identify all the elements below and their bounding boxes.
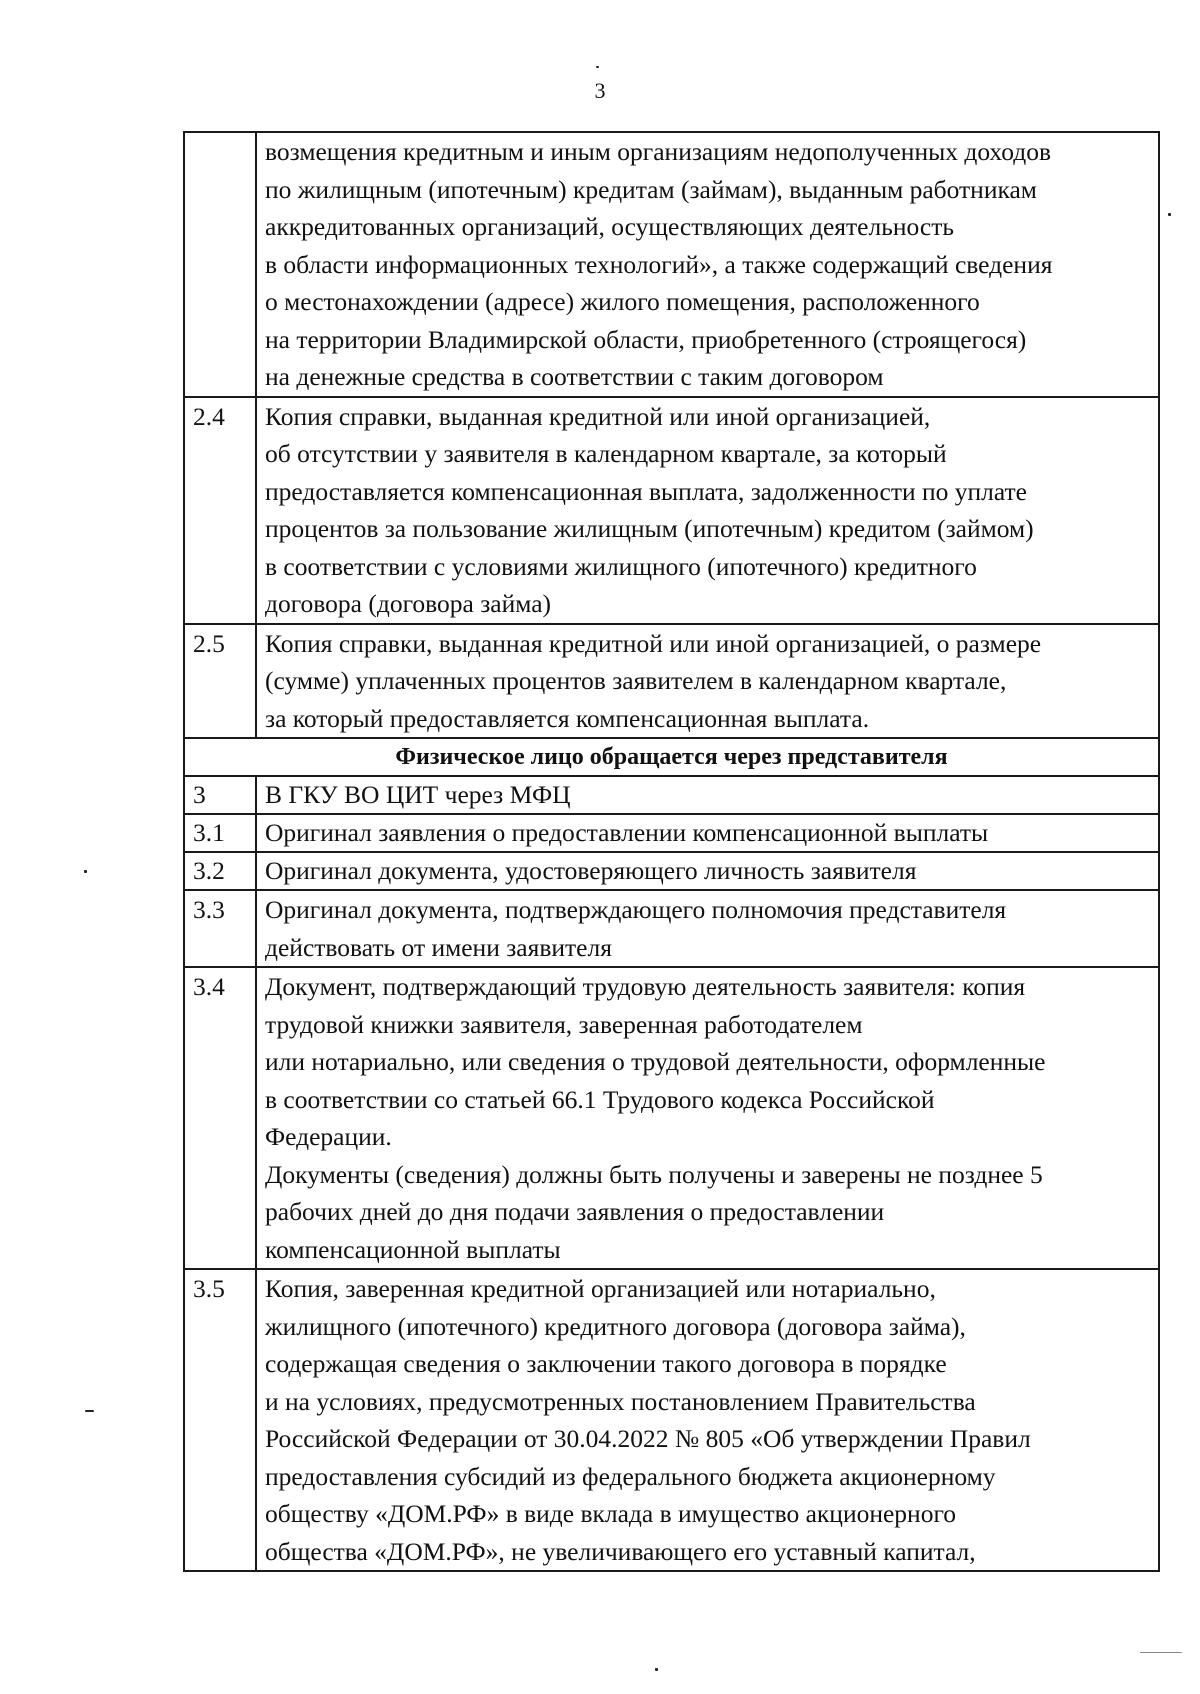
text-line: о местонахождении (адресе) жилого помещения, расположенного (265, 287, 980, 316)
scan-speck (596, 66, 599, 68)
row-number: 2.4 (184, 397, 256, 624)
text-line: предоставляется компенсационная выплата, задолженности по уплате (265, 476, 1027, 506)
scan-speck (655, 1668, 658, 1671)
text-line: Копия, заверенная кредитной организацией или нотариально, (265, 1274, 936, 1303)
scan-speck (85, 1410, 94, 1412)
table-row (184, 397, 1159, 624)
page-number: 3 (594, 78, 606, 103)
text-line: предоставления субсидий из федерального бюджета акционерному (265, 1461, 996, 1491)
row-text (256, 852, 1159, 890)
text-line: процентов за пользование жилищным (ипотечным) кредитом (займом) (265, 514, 1034, 543)
text-line: рабочих дней до дня подачи заявления о предоставлении (265, 1197, 885, 1226)
row-number: 3.4 (184, 967, 256, 1269)
scan-speck (1140, 1652, 1182, 1653)
text-line: об отсутствии у заявителя в календарном квартале, за который (265, 439, 947, 468)
text-line: на территории Владимирской области, приобретенного (строящегося) (265, 324, 1027, 354)
text-line: Оригинал документа, удостоверяющего личность заявителя (265, 856, 917, 885)
table-row (184, 1269, 1159, 1571)
documents-table (183, 131, 1160, 1572)
text-line: Оригинал документа, подтверждающего полномочия представителя (265, 895, 1007, 924)
row-number: 3.3 (184, 890, 256, 967)
text-line: Оригинал заявления о предоставлении компенсационной выплаты (265, 818, 989, 847)
section-title: Физическое лицо обращается через представителя (184, 738, 1159, 776)
text-line: по жилищным (ипотечным) кредитам (займам), выданным работникам (265, 174, 1037, 204)
table-row (184, 967, 1159, 1269)
table-row (184, 852, 1159, 890)
row-number (184, 132, 256, 397)
row-text (256, 397, 1159, 624)
text-line: компенсационной выплаты (265, 1234, 561, 1264)
text-line: Копия справки, выданная кредитной или иной организацией, о размере (265, 628, 1042, 658)
section-header-row (184, 738, 1159, 776)
row-number: 3.1 (184, 814, 256, 852)
text-line: и на условиях, предусмотренных постановлением Правительства (265, 1386, 976, 1416)
text-line: общества «ДОМ.РФ», не увеличивающего его уставный капитал, (265, 1536, 976, 1566)
text-line: (сумме) уплаченных процентов заявителем в календарном квартале, (265, 666, 1007, 695)
row-text (256, 890, 1159, 967)
table-row (184, 624, 1159, 739)
text-line: на денежные средства в соответствии с таким договором (265, 362, 884, 391)
text-line: или нотариально, или сведения о трудовой деятельности, оформленные (265, 1047, 1046, 1076)
text-line: Федерации. (265, 1122, 392, 1151)
row-number: 3 (184, 776, 256, 814)
text-line: в соответствии со статьей 66.1 Трудового кодекса Российской (265, 1084, 935, 1114)
text-line: Копия справки, выданная кредитной или иной организацией, (265, 401, 931, 431)
row-text (256, 132, 1159, 397)
text-line: действовать от имени заявителя (265, 932, 612, 962)
row-text (256, 1269, 1159, 1571)
text-line: В ГКУ ВО ЦИТ через МФЦ (265, 780, 571, 809)
text-line: жилищного (ипотечного) кредитного договора (договора займа), (265, 1311, 966, 1341)
text-line: в области информационных технологий», а также содержащий сведения (265, 249, 1053, 279)
row-text (256, 814, 1159, 852)
table-row (184, 132, 1159, 397)
row-text (256, 624, 1159, 739)
scan-speck (1168, 213, 1171, 216)
text-line: Документы (сведения) должны быть получены и заверены не позднее 5 (265, 1159, 1043, 1189)
row-number: 2.5 (184, 624, 256, 739)
table-row (184, 890, 1159, 967)
text-line: содержащая сведения о заключении такого договора в порядке (265, 1349, 947, 1378)
text-line: Российской Федерации от 30.04.2022 № 805 «Об утверждении Правил (265, 1424, 1031, 1453)
row-text (256, 967, 1159, 1269)
text-line: аккредитованных организаций, осуществляющих деятельность (265, 212, 954, 241)
text-line: обществу «ДОМ.РФ» в виде вклада в имущество акционерного (265, 1499, 957, 1528)
table-row (184, 776, 1159, 814)
table-row (184, 814, 1159, 852)
text-line: возмещения кредитным и иным организациям недополученных доходов (265, 137, 1051, 166)
text-line: в соответствии с условиями жилищного (ипотечного) кредитного (265, 551, 977, 581)
row-number: 3.5 (184, 1269, 256, 1571)
row-number: 3.2 (184, 852, 256, 890)
scan-speck (84, 870, 87, 873)
text-line: Документ, подтверждающий трудовую деятельность заявителя: копия (265, 972, 1026, 1001)
text-line: договора (договора займа) (265, 589, 552, 618)
text-line: за который предоставляется компенсационная выплата. (265, 703, 870, 733)
row-text (256, 776, 1159, 814)
text-line: трудовой книжки заявителя, заверенная работодателем (265, 1009, 863, 1039)
